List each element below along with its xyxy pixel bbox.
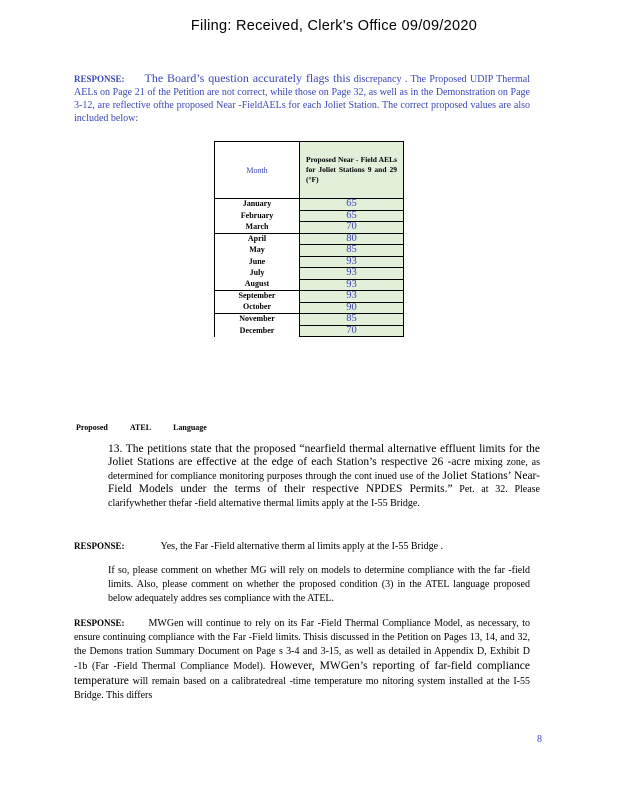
- response-label: RESPONSE:: [74, 74, 125, 84]
- ael-value-cell: 93: [300, 279, 404, 291]
- response-paragraph-1: [74, 72, 530, 125]
- response-label: RESPONSE:: [74, 541, 125, 551]
- month-cell: July: [215, 268, 300, 280]
- table-row: [215, 199, 404, 211]
- question-text: 13. The petitions state that the proposed “nearfield thermal alternative effluent limits for the Joliet Stations are effective at the edge of each Station’s respective 26 -acre: [108, 443, 540, 469]
- month-cell: September: [215, 291, 300, 303]
- ael-value-cell: 85: [300, 245, 404, 257]
- response-lead: The Board’s question accurately flags this: [144, 71, 351, 85]
- month-cell: March: [215, 222, 300, 234]
- table-row: [215, 302, 404, 314]
- table-row: [215, 222, 404, 234]
- response-label: RESPONSE:: [74, 618, 125, 628]
- question-text: mixing zone, as determined for compliance monitoring purposes through the cont inued use of the: [108, 457, 541, 482]
- ael-value-cell: 93: [300, 268, 404, 280]
- filing-header: Filing: Received, Clerk's Office 09/09/2020: [190, 18, 478, 34]
- page-number: 8: [537, 734, 542, 745]
- month-cell: February: [215, 210, 300, 222]
- month-cell: October: [215, 302, 300, 314]
- month-cell: December: [215, 325, 300, 337]
- question-13: [108, 443, 540, 510]
- response-paragraph-3: [74, 616, 530, 703]
- ael-value-cell: 90: [300, 302, 404, 314]
- month-cell: August: [215, 279, 300, 291]
- table-row: [215, 245, 404, 257]
- month-cell: January: [215, 199, 300, 211]
- ael-value-cell: 65: [300, 210, 404, 222]
- table-row: [215, 291, 404, 303]
- aels-column-header: Proposed Near - Field AELs for Joliet Stations 9 and 29 (°F): [300, 142, 404, 199]
- month-cell: November: [215, 314, 300, 326]
- month-cell: April: [215, 233, 300, 245]
- table-body: [215, 199, 404, 337]
- table-row: [215, 256, 404, 268]
- response-text: discrepancy . The Proposed UDIP Thermal AELs on Page 21 of the Petition are not correct, while those on Page 32, as well as in the Demonstration on Page 3-12, are reflective ofthe proposed Near -FieldAELs for each Joliet Station. The correct proposed values are also included below:: [74, 74, 531, 124]
- ael-value-cell: 70: [300, 222, 404, 234]
- month-cell: June: [215, 256, 300, 268]
- response-text: will remain based on a calibratedreal -time temperature mo nitoring system installed at the I-55 Bridge. This differs: [74, 676, 530, 701]
- ael-value-cell: 93: [300, 256, 404, 268]
- label-word: Language: [173, 423, 207, 432]
- ael-value-cell: 65: [300, 199, 404, 211]
- month-cell: May: [215, 245, 300, 257]
- response-paragraph-2: [74, 541, 534, 552]
- table-row: [215, 210, 404, 222]
- ael-value-cell: 80: [300, 233, 404, 245]
- ael-value-cell: 93: [300, 291, 404, 303]
- follow-up-question: If so, please comment on whether MG will rely on models to determine compliance with the far -field limits. Also, please comment on whether the proposed condition (3) in the ATEL language proposed below adequately addres ses compliance with the ATEL.: [108, 565, 530, 604]
- ael-value-cell: 70: [300, 325, 404, 337]
- response-text: Yes, the Far -Field alternative therm al limits apply at the I-55 Bridge .: [160, 541, 444, 552]
- month-column-header: Month: [215, 142, 300, 199]
- proposed-atel-language-label: [76, 423, 207, 432]
- label-word: ATEL: [129, 423, 152, 432]
- table-row: [215, 279, 404, 291]
- near-field-aels-table: [214, 141, 404, 337]
- response-text: MWGen will continue to rely on its Far -Field Thermal Compliance Model, as necessary, to ensure continuing compliance with the Far -Field limits. Thisis discussed in the Petition on Pages 13, 14, and 32, the Demons tration Summary Document on Page s 3-4 and 3-15, as well as detailed in Appendix D, Exhibit D -1b (Far -Field Thermal Compliance Model).: [74, 618, 530, 672]
- ael-value-cell: 85: [300, 314, 404, 326]
- question-text: Joliet Stations’ Near-Field Models under the terms of their respective NPDES Permits.”: [108, 469, 540, 496]
- table-row: [215, 268, 404, 280]
- table-row: [215, 314, 404, 326]
- response-text: However, MWGen’s reporting of far-field compliance temperature: [74, 660, 530, 687]
- question-text: Pet. at 32. Please clarifywhether thefar -field alternative thermal limits apply at the I-55 Bridge.: [108, 484, 540, 509]
- table-row: [215, 325, 404, 337]
- table-row: [215, 233, 404, 245]
- label-word: Proposed: [76, 423, 108, 432]
